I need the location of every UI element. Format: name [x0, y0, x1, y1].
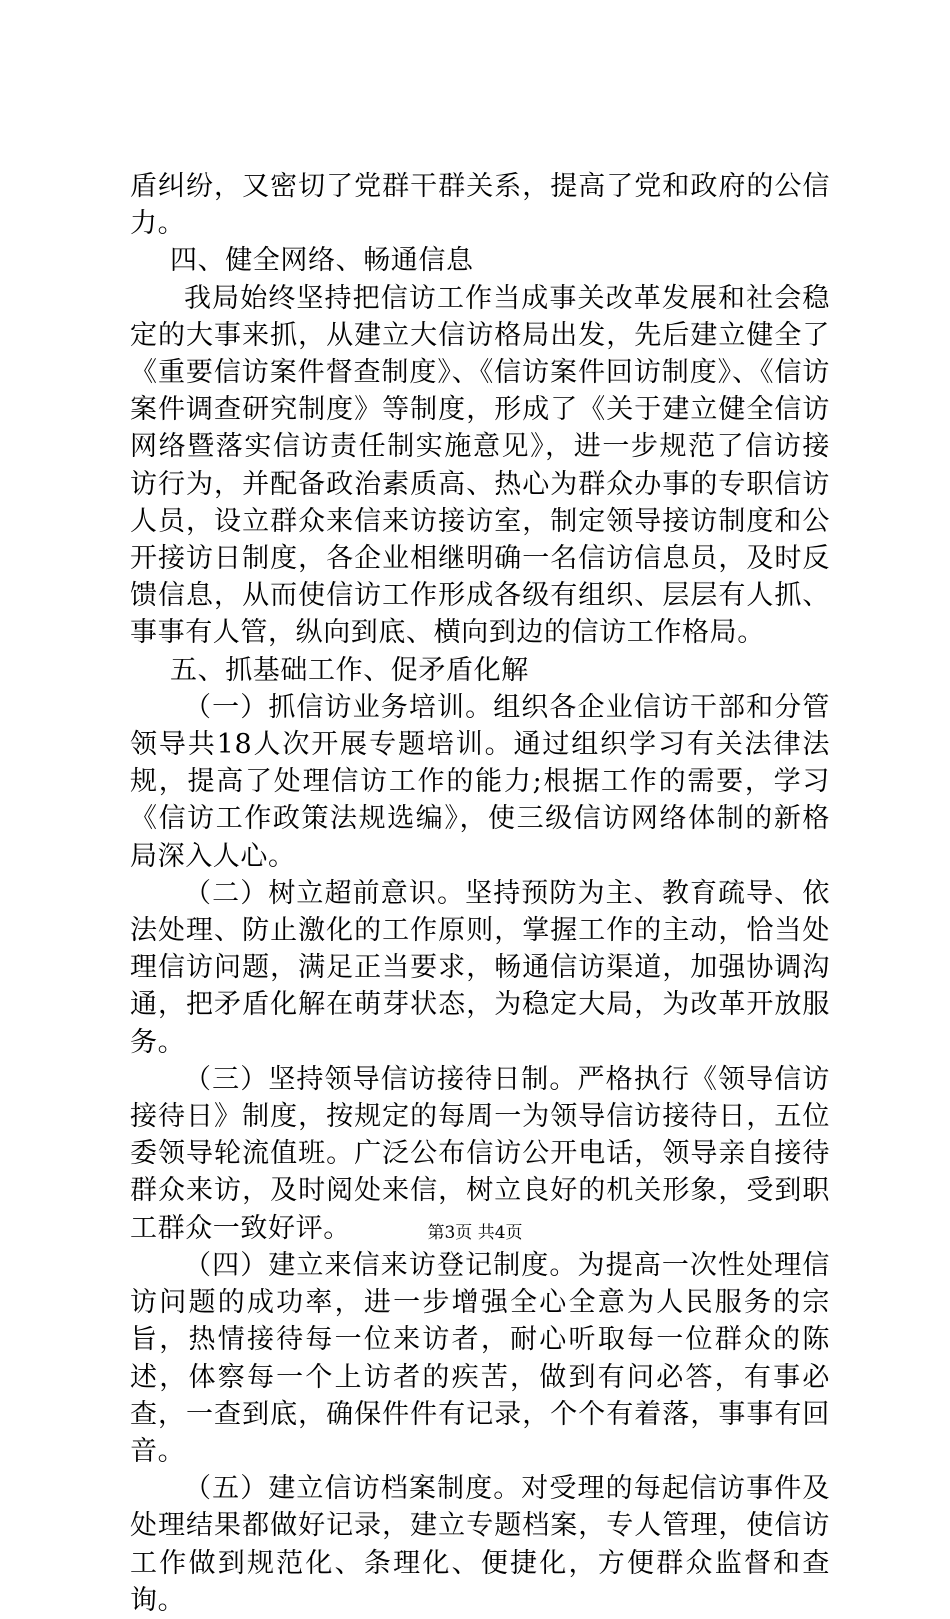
document-body — [130, 168, 830, 1619]
paragraph-item-5: （五）建立信访档案制度。对受理的每起信访事件及处理结果都做好记录，建立专题档案，专人管理，使信访工作做到规范化、条理化、便捷化，方便群众监督和查询。 — [130, 1473, 830, 1616]
paragraph-network: 我局始终坚持把信访工作当成事关改革发展和社会稳定的大事来抓，从建立大信访格局出发，先后建立健全了《重要信访案件督查制度》、《信访案件回访制度》、《信访案件调查研究制度》等制度，形成了《关于建立健全信访网络暨落实信访责任制实施意见》，进一步规范了信访接访行为，并配备政治素质高、热心为群众办事的专职信访人员，设立群众来信来访接访室，制定领导接访制度和公开接访日制度，各企业相继明确一名信访信息员，及时反馈信息，从而使信访工作形成各级有组织、层层有人抓、事事有人管，纵向到底、横向到边的信访工作格局。 — [130, 282, 830, 649]
page-number-footer: 第3页 共4页 — [427, 1223, 523, 1243]
paragraph-item-1: （一）抓信访业务培训。组织各企业信访干部和分管领导共18人次开展专题培训。通过组织学习有关法律法规，提高了处理信访工作的能力;根据工作的需要，学习《信访工作政策法规选编》，使三级信访网络体制的新格局深入人心。 — [130, 691, 830, 872]
paragraph-item-3: （三）坚持领导信访接待日制。严格执行《领导信访接待日》制度，按规定的每周一为领导信访接待日，五位委领导轮流值班。广泛公布信访公开电话，领导亲自接待群众来访，及时阅处来信，树立良好的机关形象，受到职工群众一致好评。 — [130, 1063, 830, 1244]
paragraph-item-2: （二）树立超前意识。坚持预防为主、教育疏导、依法处理、防止激化的工作原则，掌握工作的主动，恰当处理信访问题，满足正当要求，畅通信访渠道，加强协调沟通，把矛盾化解在萌芽状态，为稳定大局，为改革开放服务。 — [130, 877, 830, 1058]
section-heading-4: 四、健全网络、畅通信息 — [170, 245, 474, 277]
paragraph-item-4: （四）建立来信来访登记制度。为提高一次性处理信访问题的成功率，进一步增强全心全意为人民服务的宗旨，热情接待每一位来访者，耐心听取每一位群众的陈述，体察每一个上访者的疾苦，做到有问必答，有事必查，一查到底，确保件件有记录，个个有着落，事事有回音。 — [130, 1249, 830, 1467]
section-heading-5: 五、抓基础工作、促矛盾化解 — [170, 654, 529, 686]
paragraph-continuation: 盾纠纷，又密切了党群干群关系，提高了党和政府的公信力。 — [130, 171, 830, 240]
